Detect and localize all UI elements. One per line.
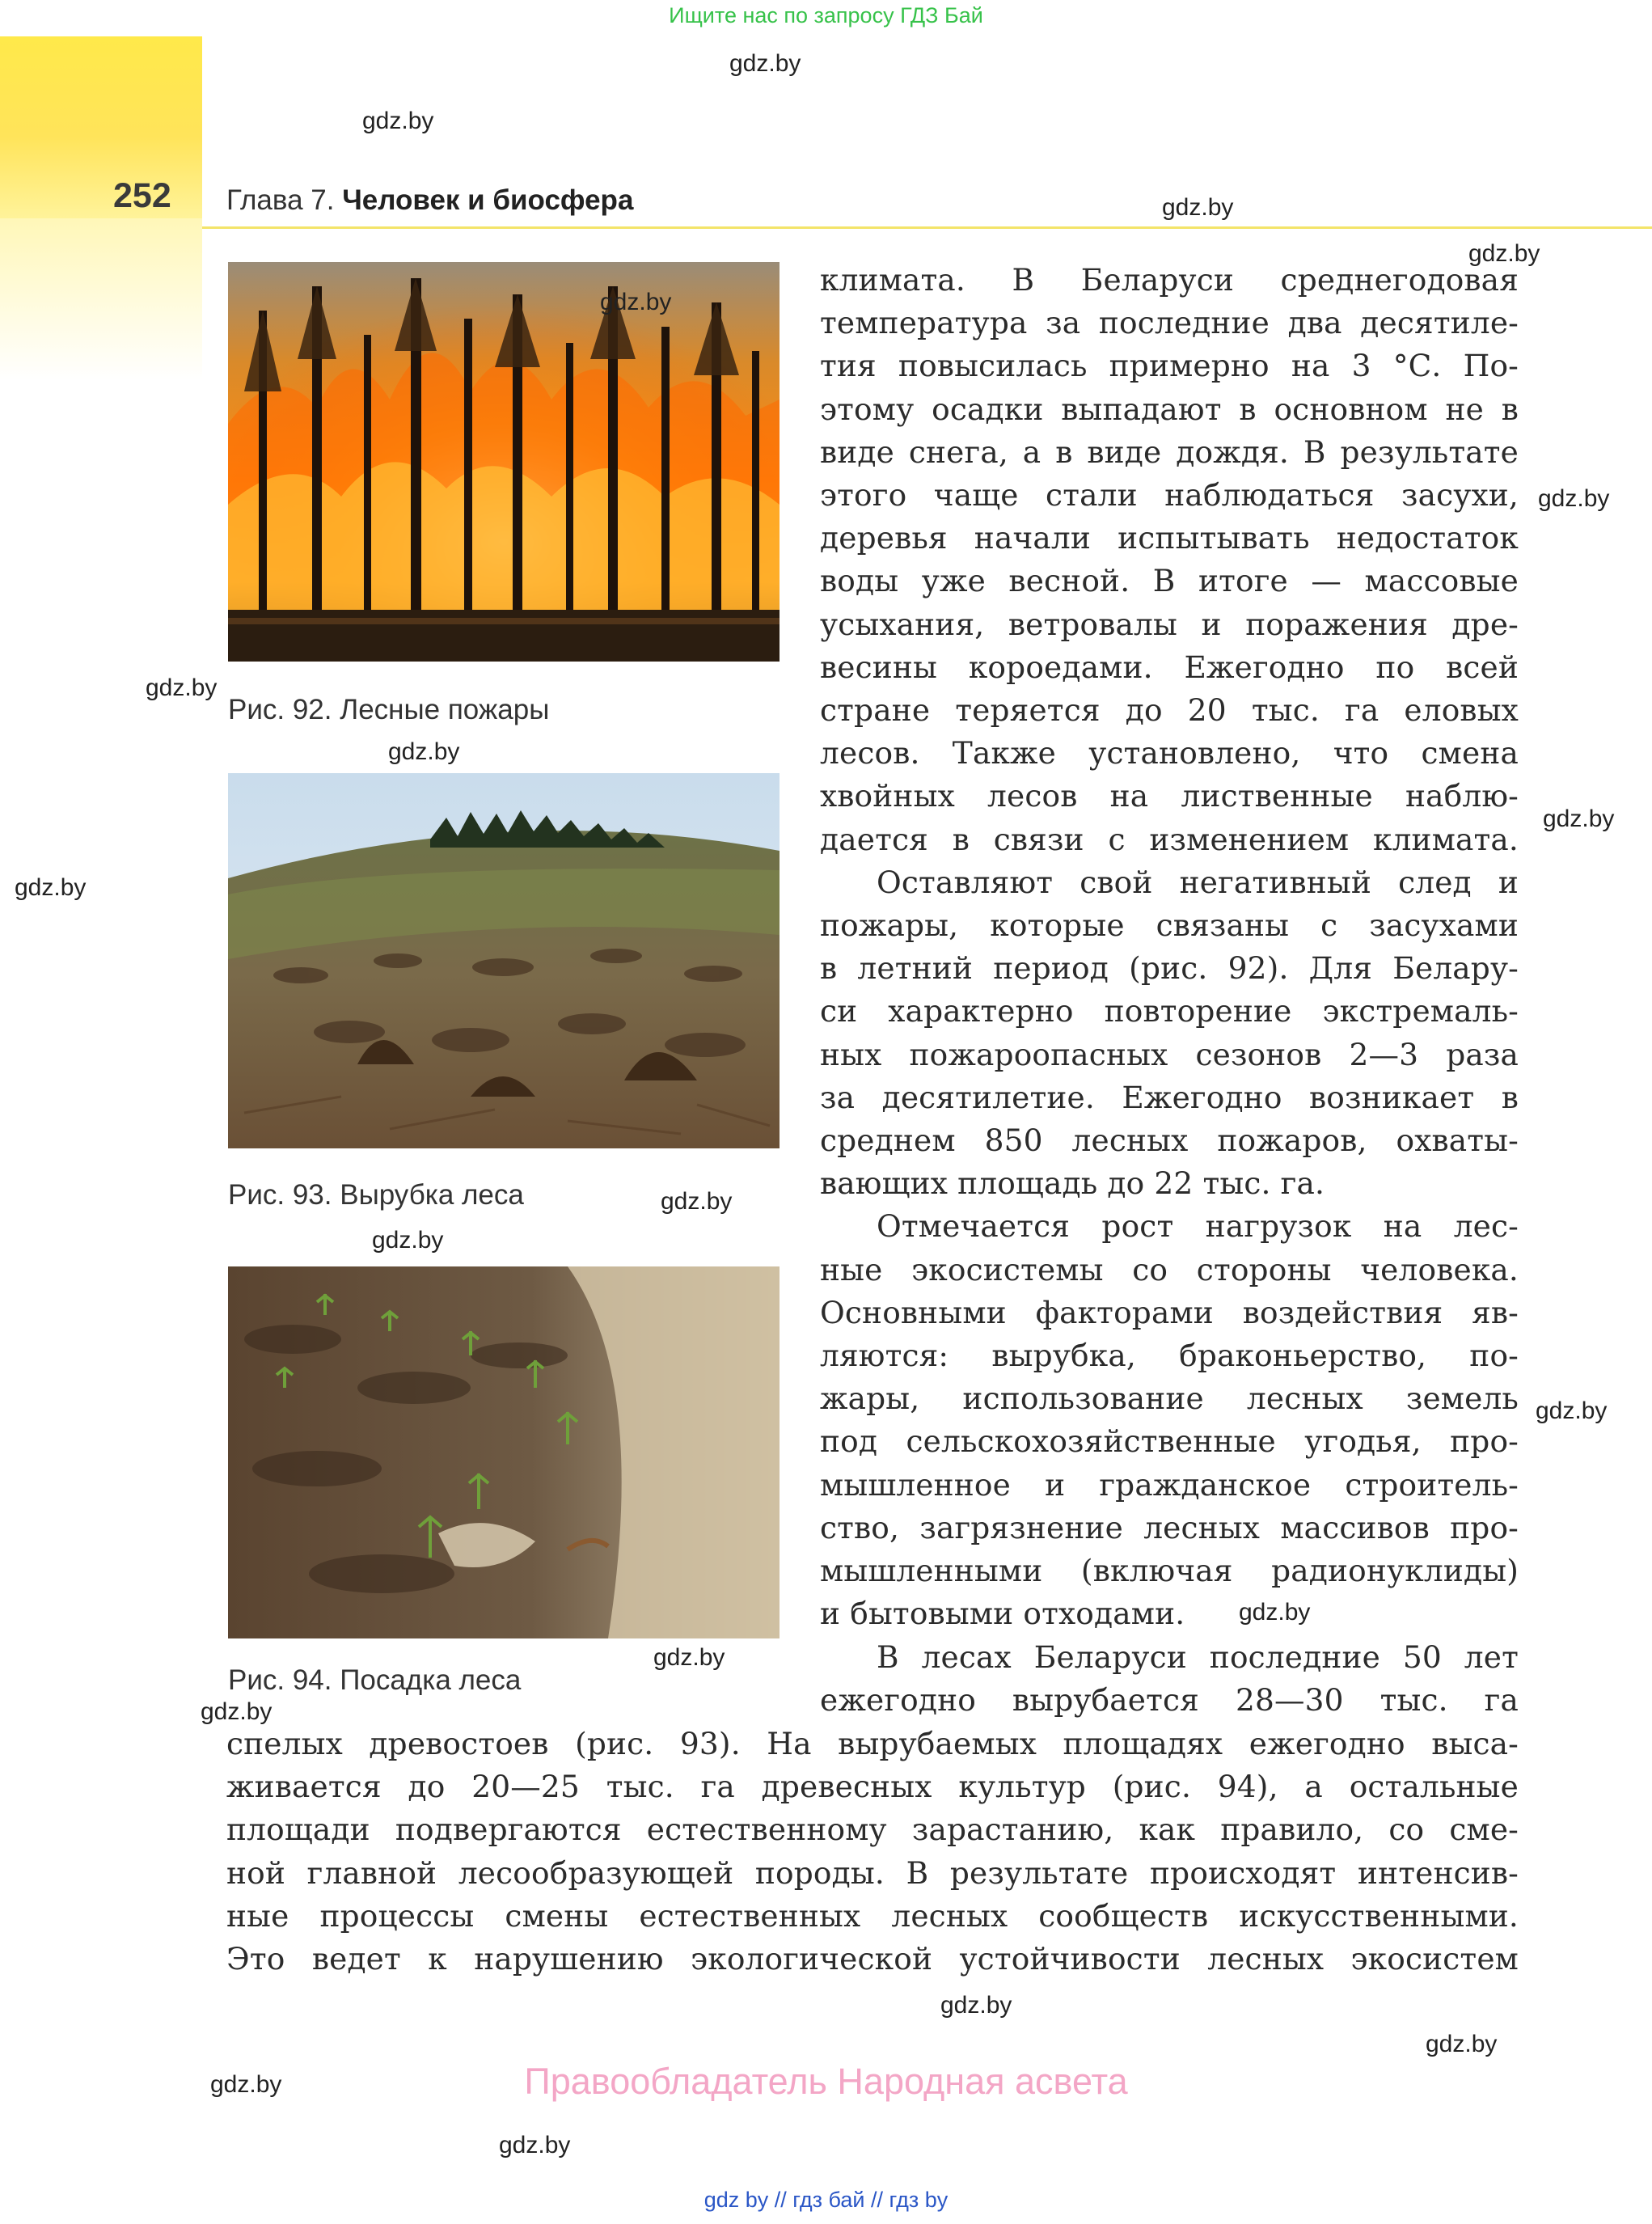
watermark: gdz.by	[940, 1992, 1012, 2019]
text-line: вающих площадь до 22 тыс. га.	[820, 1165, 1325, 1202]
figure-94-planting-photo	[228, 1266, 780, 1638]
watermark: gdz.by	[1162, 194, 1234, 221]
text-line: температура за последние два десятиле-	[820, 305, 1519, 341]
watermark: gdz.by	[201, 1698, 273, 1725]
text-line: мышленное и гражданское строитель-	[820, 1466, 1519, 1503]
figure-92-forest-fire-photo	[228, 262, 780, 662]
header-color-fade	[0, 218, 202, 380]
watermark: gdz.by	[1239, 1599, 1311, 1626]
watermark: gdz.by	[729, 50, 801, 77]
chapter-heading	[226, 184, 633, 217]
watermark: gdz.by	[362, 108, 434, 134]
watermark: gdz.by	[146, 674, 218, 701]
text-line: дается в связи с изменением климата.	[820, 821, 1519, 857]
watermark: gdz.by	[1468, 240, 1540, 267]
text-line: ежегодно вырубается 28—30 тыс. га	[820, 1681, 1519, 1718]
watermark: gdz.by	[1543, 805, 1615, 832]
text-line: весины короедами. Ежегодно по всей	[820, 649, 1519, 685]
text-line: спелых древостоев (рис. 93). На вырубаемых площадях ежегодно выса-	[226, 1726, 1519, 1761]
text-line: ные экосистемы со стороны человека.	[820, 1251, 1519, 1287]
text-line: этого чаще стали наблюдаться засухи,	[820, 477, 1519, 514]
text-line: в летний период (рис. 92). Для Белару-	[820, 950, 1519, 987]
main-text-column	[820, 259, 1519, 1722]
text-line: ных пожароопасных сезонов 2—3 раза	[820, 1036, 1519, 1072]
text-line: Оставляют свой негативный след и	[877, 864, 1519, 900]
text-line: климата. В Беларуси среднегодовая	[820, 262, 1519, 298]
full-width-text	[226, 1723, 1519, 1981]
figure-92-caption: Рис. 92. Лесные пожары	[228, 694, 550, 725]
watermark: gdz.by	[600, 289, 672, 315]
header-rule	[202, 226, 1652, 229]
figure-93-clear-cut-photo	[228, 773, 780, 1148]
page-number: 252	[113, 176, 171, 215]
chapter-prefix: Глава 7.	[226, 184, 335, 216]
text-line: мышленными (включая радионуклиды)	[820, 1553, 1519, 1589]
text-line: хвойных лесов на лиственные наблю-	[820, 778, 1519, 814]
text-line: ные процессы смены естественных лесных сообществ искусственными.	[226, 1897, 1519, 1934]
text-line: тия повысилась примерно на 3 °С. По-	[820, 348, 1519, 384]
watermark: gdz.by	[499, 2132, 571, 2158]
text-line: пожары, которые связаны с засухами	[820, 907, 1519, 944]
watermark: gdz.by	[1426, 2031, 1498, 2057]
text-line: Это ведет к нарушению экологической устойчивости лесных экосистем	[226, 1941, 1519, 1977]
text-line: В лесах Беларуси последние 50 лет	[877, 1638, 1519, 1675]
text-line: лесов. Также установлено, что смена	[820, 735, 1519, 772]
chapter-title: Человек и биосфера	[342, 184, 634, 216]
watermark: gdz.by	[210, 2071, 282, 2098]
text-line: и бытовыми отходами.	[820, 1596, 1185, 1632]
figure-93-caption: Рис. 93. Вырубка леса	[228, 1179, 524, 1211]
text-line: Отмечается рост нагрузок на лес-	[877, 1208, 1519, 1245]
text-line: ство, загрязнение лесных массивов про-	[820, 1509, 1519, 1545]
text-line: площади подвергаются естественному зарастанию, как правило, со сме-	[226, 1812, 1519, 1848]
rights-holder-notice: Правообладатель Народная асвета	[524, 2061, 1128, 2102]
text-line: ляются: вырубка, браконьерство, по-	[820, 1338, 1519, 1374]
text-line: за десятилетие. Ежегодно возникает в	[820, 1079, 1519, 1115]
top-banner[interactable]: Ищите нас по запросу ГДЗ Бай	[669, 3, 983, 27]
watermark: gdz.by	[15, 874, 87, 901]
watermark: gdz.by	[1536, 1397, 1608, 1424]
header-color-tab	[0, 36, 202, 218]
watermark: gdz.by	[661, 1188, 733, 1215]
footer-links[interactable]: gdz by // гдз бай // гдз by	[703, 2188, 949, 2212]
text-line: виде снега, а в виде дождя. В результате	[820, 433, 1519, 470]
figure-94-caption: Рис. 94. Посадка леса	[228, 1664, 522, 1696]
text-line: этому осадки выпадают в основном не в	[820, 391, 1519, 427]
text-line: воды уже весной. В итоге — массовые	[820, 563, 1519, 599]
text-line: живается до 20—25 тыс. га древесных культур (рис. 94), а остальные	[226, 1769, 1519, 1805]
watermark: gdz.by	[388, 738, 460, 765]
watermark: gdz.by	[1538, 485, 1610, 512]
text-line: ной главной лесообразующей породы. В результате происходят интенсив-	[226, 1854, 1519, 1891]
watermark: gdz.by	[653, 1644, 725, 1671]
text-line: под сельскохозяйственные угодья, про-	[820, 1423, 1519, 1460]
text-line: усыхания, ветровалы и поражения дре-	[820, 606, 1519, 642]
text-line: си характерно повторение экстремаль-	[820, 993, 1519, 1030]
text-line: деревья начали испытывать недостаток	[820, 520, 1519, 556]
text-line: жары, использование лесных земель	[820, 1380, 1519, 1417]
text-line: стране теряется до 20 тыс. га еловых	[820, 692, 1519, 729]
text-line: среднем 850 лесных пожаров, охваты-	[820, 1123, 1519, 1159]
text-line: Основными факторами воздействия яв-	[820, 1294, 1519, 1330]
watermark: gdz.by	[372, 1227, 444, 1254]
